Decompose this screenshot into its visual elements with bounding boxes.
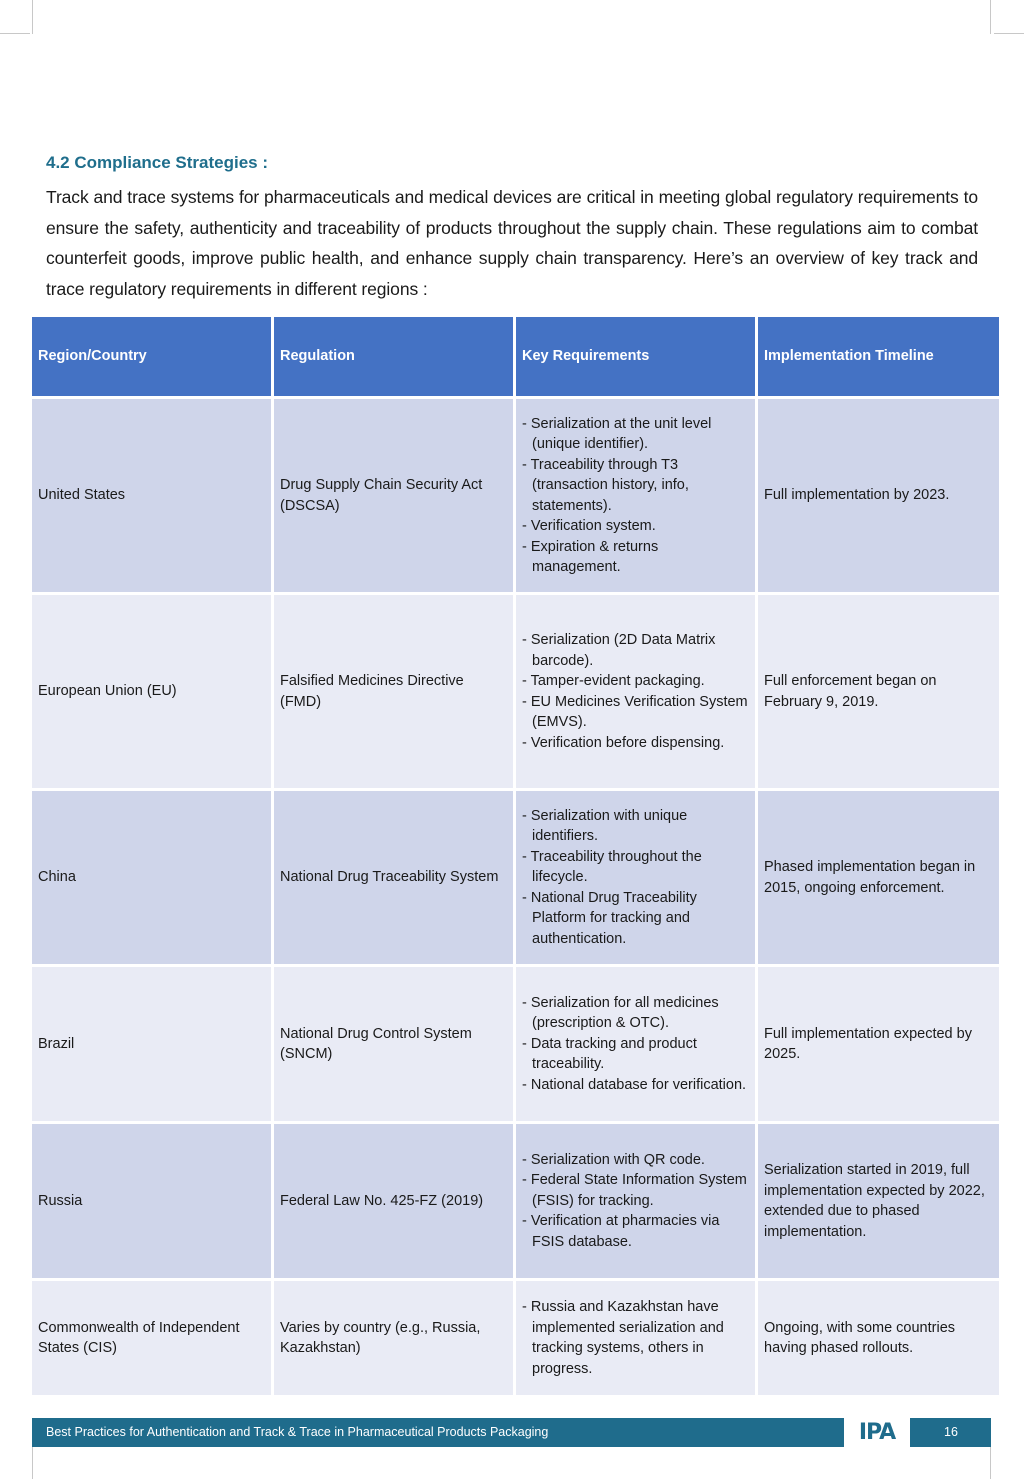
requirement-item: - Serialization with unique identifiers. [522, 806, 749, 847]
table-row [32, 399, 999, 592]
timeline-cell: Phased implementation began in 2015, ongoing enforcement. [758, 791, 999, 964]
requirements-cell [516, 967, 755, 1121]
region-cell: China [32, 791, 271, 964]
table-row [32, 1281, 999, 1395]
header-region: Region/Country [32, 317, 271, 396]
timeline-cell: Serialization started in 2019, full implementation expected by 2022, extended due to phased implementation. [758, 1124, 999, 1278]
regulations-table [29, 314, 1002, 1398]
requirements-cell [516, 595, 755, 788]
requirements-cell [516, 1124, 755, 1278]
timeline-cell: Full enforcement began on February 9, 2019. [758, 595, 999, 788]
requirement-item: - EU Medicines Verification System (EMVS). [522, 692, 749, 733]
region-cell: United States [32, 399, 271, 592]
crop-mark [990, 1445, 991, 1479]
region-cell: Russia [32, 1124, 271, 1278]
header-implementation-timeline: Implementation Timeline [758, 317, 999, 396]
footer-title: Best Practices for Authentication and Track & Trace in Pharmaceutical Products Packaging [46, 1425, 549, 1439]
requirement-item: - National database for verification. [522, 1075, 749, 1096]
regulation-cell: Falsified Medicines Directive (FMD) [274, 595, 513, 788]
requirement-item: - Verification at pharmacies via FSIS database. [522, 1211, 749, 1252]
section-heading: 4.2 Compliance Strategies : [46, 153, 269, 172]
requirements-cell [516, 791, 755, 964]
header-regulation: Regulation [274, 317, 513, 396]
timeline-cell: Full implementation expected by 2025. [758, 967, 999, 1121]
requirement-item: - Russia and Kazakhstan have implemented serialization and tracking systems, others in progress. [522, 1297, 749, 1379]
requirements-cell [516, 399, 755, 592]
regulation-cell: National Drug Traceability System [274, 791, 513, 964]
table-row [32, 791, 999, 964]
requirement-item: - Traceability throughout the lifecycle. [522, 847, 749, 888]
requirement-item: - Data tracking and product traceability. [522, 1034, 749, 1075]
crop-mark [994, 33, 1024, 34]
requirement-item: - National Drug Traceability Platform for tracking and authentication. [522, 888, 749, 950]
regulation-cell: Federal Law No. 425-FZ (2019) [274, 1124, 513, 1278]
requirements-cell [516, 1281, 755, 1395]
footer-bar [32, 1418, 991, 1447]
table-row [32, 967, 999, 1121]
regulation-cell: National Drug Control System (SNCM) [274, 967, 513, 1121]
region-cell: Commonwealth of Independent States (CIS) [32, 1281, 271, 1395]
region-cell: Brazil [32, 967, 271, 1121]
logo-text: IPA [858, 1420, 896, 1445]
crop-mark [32, 0, 33, 34]
intro-paragraph: Track and trace systems for pharmaceuticals and medical devices are critical in meeting global regulatory requirements to ensure the safety, authenticity and traceability of products throughout the supply chain. These regulations aim to combat counterfeit goods, improve public health, and enhance supply chain transparency. Here’s an overview of key track and trace regulatory requirements in different regions : [46, 187, 978, 299]
requirement-item: - Serialization with QR code. [522, 1150, 749, 1171]
requirement-item: - Serialization at the unit level (unique identifier). [522, 414, 749, 455]
requirement-item: - Traceability through T3 (transaction history, info, statements). [522, 455, 749, 517]
page-number: 16 [944, 1425, 958, 1439]
table-row [32, 595, 999, 788]
crop-mark [990, 0, 991, 34]
requirement-item: - Federal State Information System (FSIS) for tracking. [522, 1170, 749, 1211]
region-cell: European Union (EU) [32, 595, 271, 788]
requirement-item: - Serialization for all medicines (prescription & OTC). [522, 993, 749, 1034]
crop-mark [32, 1445, 33, 1479]
requirement-item: - Verification before dispensing. [522, 733, 749, 754]
timeline-cell: Ongoing, with some countries having phased rollouts. [758, 1281, 999, 1395]
regulation-cell: Varies by country (e.g., Russia, Kazakhstan) [274, 1281, 513, 1395]
table-header-row [32, 317, 999, 396]
requirement-item: - Verification system. [522, 516, 749, 537]
requirement-item: - Serialization (2D Data Matrix barcode). [522, 630, 749, 671]
requirement-item: - Expiration & returns management. [522, 537, 749, 578]
regulation-cell: Drug Supply Chain Security Act (DSCSA) [274, 399, 513, 592]
crop-mark [0, 33, 30, 34]
timeline-cell: Full implementation by 2023. [758, 399, 999, 592]
header-key-requirements: Key Requirements [516, 317, 755, 396]
table-row [32, 1124, 999, 1278]
ipa-logo [844, 1418, 910, 1447]
requirement-item: - Tamper-evident packaging. [522, 671, 749, 692]
